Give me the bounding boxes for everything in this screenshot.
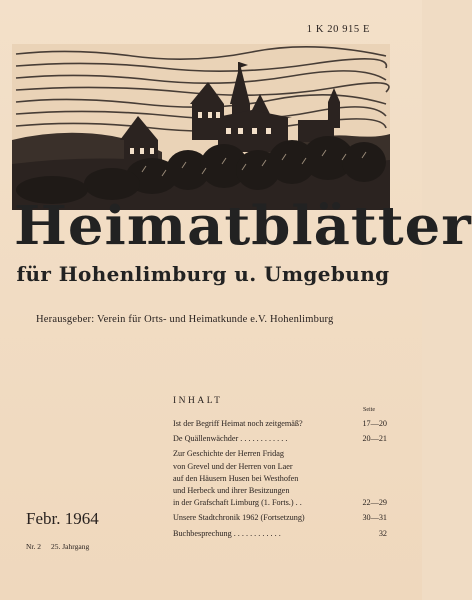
table-of-contents xyxy=(173,418,387,543)
magazine-title: Heimatblätter xyxy=(14,194,472,258)
volume-year: 25. Jahrgang xyxy=(51,542,90,551)
toc-item-pages: 20—21 xyxy=(362,434,387,444)
toc-item-pages: 17—20 xyxy=(362,419,387,428)
toc-item-pages: 22—29 xyxy=(362,498,387,508)
issue-info xyxy=(26,542,99,551)
toc-item xyxy=(173,512,387,524)
toc-item xyxy=(173,528,387,540)
publisher-line: Herausgeber: Verein für Orts- und Heimatkunde e.V. Hohenlimburg xyxy=(36,314,334,325)
toc-item xyxy=(173,418,387,430)
toc-item-pages: 32 xyxy=(378,528,387,538)
issue-number: Nr. 2 xyxy=(26,542,41,551)
toc-item xyxy=(173,433,387,445)
toc-item xyxy=(173,448,387,509)
toc-item-title: De Quällenwächder . . . . . . . . . . . . xyxy=(173,434,288,444)
toc-item-pages: 30—31 xyxy=(362,513,387,523)
magazine-subtitle: für Hohenlimburg u. Umgebung xyxy=(16,262,390,286)
catalog-code: 1 K 20 915 E xyxy=(306,24,370,35)
issue-date: Febr. 1964 xyxy=(26,509,99,528)
toc-item-title: Buchbesprechung . . . . . . . . . . . . xyxy=(173,528,281,538)
toc-item-title: Unsere Stadtchronik 1962 (Fortsetzung) xyxy=(173,513,305,523)
toc-heading: INHALT xyxy=(173,396,223,406)
toc-item-title: Ist der Begriff Heimat noch zeitgemäß? xyxy=(173,419,303,428)
toc-item-title: Zur Geschichte der Herren Fridag von Grevel und der Herren von Laer auf den Häusern Husen bei Westhofen und Herbeck und ihrer Besitzungen in der Grafschaft Limburg (1. Forts.) . . xyxy=(173,449,302,508)
toc-page-label: Seite xyxy=(363,407,375,413)
castle-woodcut xyxy=(12,44,390,210)
